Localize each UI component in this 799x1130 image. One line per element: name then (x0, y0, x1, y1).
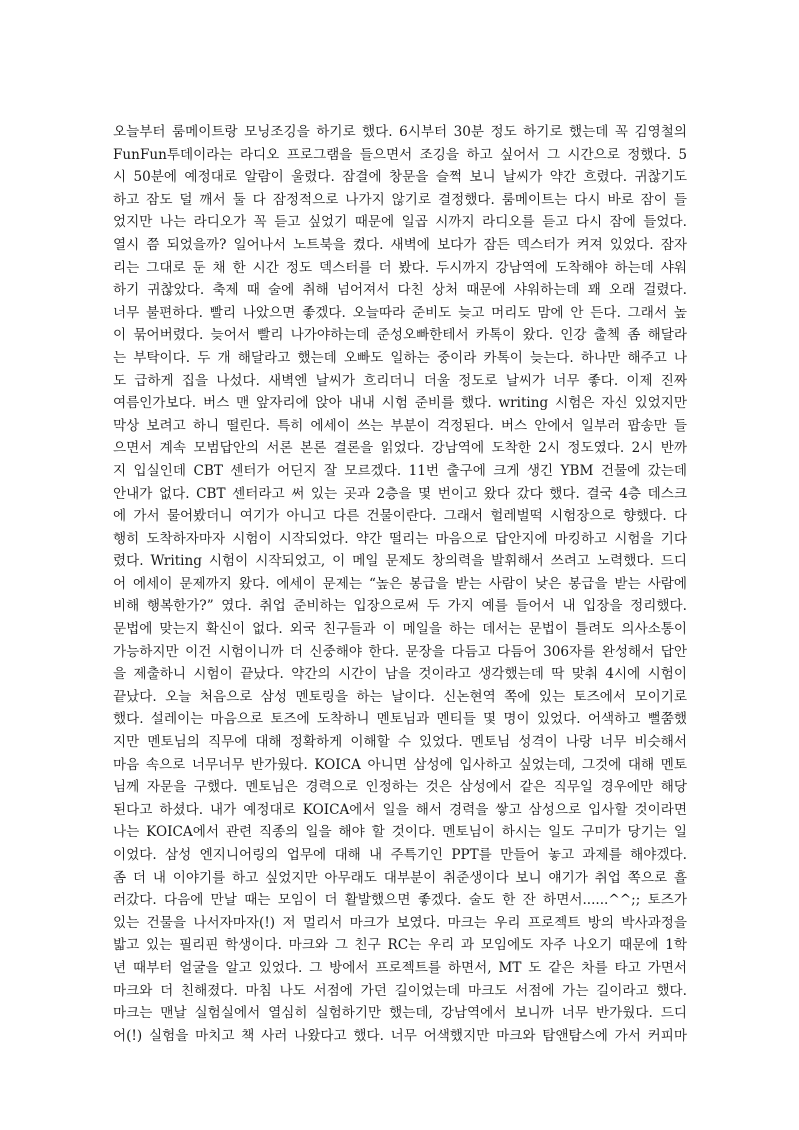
text-line: 안내가 없다. CBT 센터라고 써 있는 곳과 2층을 몇 번이고 왔다 갔다 했다. 결국 4층 데스크 (113, 485, 687, 502)
text-line: 있는 건물을 나서자마자(!) 저 멀리서 마크가 보였다. 마크는 우리 프로젝트 방의 박사과정을 (113, 914, 687, 931)
text-line: 어(!) 실험을 마치고 책 사러 나왔다고 했다. 너무 어색했지만 마크와 탐앤탐스에 가서 커피마 (113, 1027, 687, 1044)
text-line: 밟고 있는 필리핀 학생이다. 마크와 그 친구 RC는 우리 과 모임에도 자주 나오기 때문에 1학 (113, 937, 687, 954)
text-line: 좀 더 내 이야기를 하고 싶었지만 아무래도 대부분이 취준생이다 보니 얘기가 취업 쪽으로 흘 (113, 869, 687, 886)
text-line: 이 묶어버렸다. 늦어서 빨리 나가야하는데 준성오빠한테서 카톡이 왔다. 인강 출첵 좀 해달라 (113, 327, 687, 344)
text-line: 마크는 맨날 실험실에서 열심히 실험하기만 했는데, 강남역에서 보니까 너무 반가웠다. 드디 (113, 1005, 687, 1022)
text-line: 비해 행복한가?” 였다. 취업 준비하는 입장으로써 두 가지 예를 들어서 내 입장을 정리했다. (113, 598, 687, 615)
text-line: FunFun투데이라는 라디오 프로그램을 들으면서 조깅을 하고 싶어서 그 시간으로 정했다. 5 (113, 146, 687, 163)
document-body (113, 121, 687, 1047)
text-line: 나는 KOICA에서 관련 직종의 일을 해야 할 것이다. 멘토님이 하시는 일도 구미가 당기는 일 (113, 824, 687, 841)
text-line: 된다고 하셨다. 내가 예정대로 KOICA에서 일을 해서 경력을 쌓고 삼성으로 입사할 것이라면 (113, 801, 687, 818)
text-line: 하기 귀찮았다. 축제 때 술에 취해 넘어져서 다친 상처 때문에 샤워하는데 꽤 오래 걸렸다. (113, 282, 687, 299)
text-line: 지 입실인데 CBT 센터가 어딘지 잘 모르겠다. 11번 출구에 크게 생긴 YBM 건물에 갔는데 (113, 462, 687, 479)
text-line: 러갔다. 다음에 만날 때는 모임이 더 활발했으면 좋겠다. 술도 한 잔 하면서......^^;; 토즈가 (113, 892, 687, 909)
text-line: 는 부탁이다. 두 개 해달라고 했는데 오빠도 일하는 중이라 카톡이 늦는다. 하나만 해주고 나 (113, 349, 687, 366)
text-line: 어 에세이 문제까지 왔다. 에세이 문제는 “높은 봉급을 받는 사람이 낮은 봉급을 받는 사람에 (113, 575, 687, 592)
text-line: 열시 쯤 되었을까? 일어나서 노트북을 켰다. 새벽에 보다가 잠든 덱스터가 켜져 있었다. 잠자 (113, 236, 687, 253)
text-line: 여름인가보다. 버스 맨 앞자리에 앉아 내내 시험 준비를 했다. writing 시험은 자신 있었지만 (113, 395, 687, 412)
text-line: 끝났다. 오늘 처음으로 삼성 멘토링을 하는 날이다. 신논현역 쪽에 있는 토즈에서 모이기로 (113, 688, 687, 705)
text-line: 행히 도착하자마자 시험이 시작되었다. 약간 떨리는 마음으로 답안지에 마킹하고 시험을 기다 (113, 530, 687, 547)
text-line: 을 제출하니 시험이 끝났다. 약간의 시간이 남을 것이라고 생각했는데 딱 맞춰 4시에 시험이 (113, 666, 687, 683)
text-line: 문법에 맞는지 확신이 없다. 외국 친구들과 이 메일을 하는 데서는 문법이 틀려도 의사소통이 (113, 621, 687, 638)
text-line: 이었다. 삼성 엔지니어링의 업무에 대해 내 주특기인 PPT를 만들어 놓고 과제를 해야겠다. (113, 847, 687, 863)
text-line: 지만 멘토님의 직무에 대해 정확하게 이해할 수 있었다. 멘토님 성격이 나랑 너무 비슷해서 (113, 734, 687, 751)
text-line: 마음 속으로 너무너무 반가웠다. KOICA 아니면 삼성에 입사하고 싶었는데, 그것에 대해 멘토 (113, 756, 687, 773)
text-line: 었지만 나는 라디오가 꼭 듣고 싶었기 때문에 일곱 시까지 라디오를 듣고 다시 잠에 들었다. (113, 214, 687, 231)
text-line: 너무 불편하다. 빨리 나았으면 좋겠다. 오늘따라 준비도 늦고 머리도 맘에 안 든다. 그래서 높 (113, 304, 687, 321)
text-line: 에 가서 물어봤더니 여기가 아니고 다른 건물이란다. 그래서 헐레벌떡 시험장으로 향했다. 다 (113, 508, 687, 525)
text-line: 렸다. Writing 시험이 시작되었고, 이 메일 문제도 창의력을 발휘해서 쓰려고 노력했다. 드디 (113, 553, 687, 570)
text-line: 님께 자문을 구했다. 멘토님은 경력으로 인정하는 것은 삼성에서 같은 직무일 경우에만 해당 (113, 779, 687, 796)
text-line: 으면서 계속 모범답안의 서론 본론 결론을 읽었다. 강남역에 도착한 2시 정도였다. 2시 반까 (113, 440, 687, 457)
text-line: 했다. 설레이는 마음으로 토즈에 도착하니 멘토님과 멘티들 몇 명이 있었다. 어색하고 뻘쭘했 (113, 711, 687, 728)
text-line: 년 때부터 얼굴을 알고 있었다. 그 방에서 프로젝트를 하면서, MT 도 같은 차를 타고 가면서 (113, 959, 687, 976)
text-line: 가능하지만 이건 시험이니까 더 신중해야 한다. 문장을 다듬고 다듬어 306자를 완성해서 답안 (113, 643, 687, 660)
text-line: 시 50분에 예정대로 알람이 울렸다. 잠결에 창문을 슬쩍 보니 날씨가 약간 흐렸다. 귀찮기도 (113, 169, 687, 186)
text-line: 마크와 더 친해졌다. 마침 나도 서점에 가던 길이었는데 마크도 서점에 가는 길이라고 했다. (113, 982, 687, 999)
text-line: 도 급하게 집을 나섰다. 새벽엔 날씨가 흐리더니 더울 정도로 날씨가 너무 좋다. 이제 진짜 (113, 372, 687, 389)
text-line: 하고 잠도 덜 깨서 둘 다 잠정적으로 나가지 않기로 결정했다. 룸메이트는 다시 바로 잠이 들 (113, 191, 687, 208)
text-line: 오늘부터 룸메이트랑 모닝조깅을 하기로 했다. 6시부터 30분 정도 하기로 했는데 꼭 김영철의 (113, 124, 687, 140)
text-line: 리는 그대로 둔 채 한 시간 정도 덱스터를 더 봤다. 두시까지 강남역에 도착해야 하는데 샤워 (113, 259, 687, 276)
text-line: 막상 보려고 하니 떨린다. 특히 에세이 쓰는 부분이 걱정된다. 버스 안에서 일부러 팝송만 들 (113, 417, 687, 434)
